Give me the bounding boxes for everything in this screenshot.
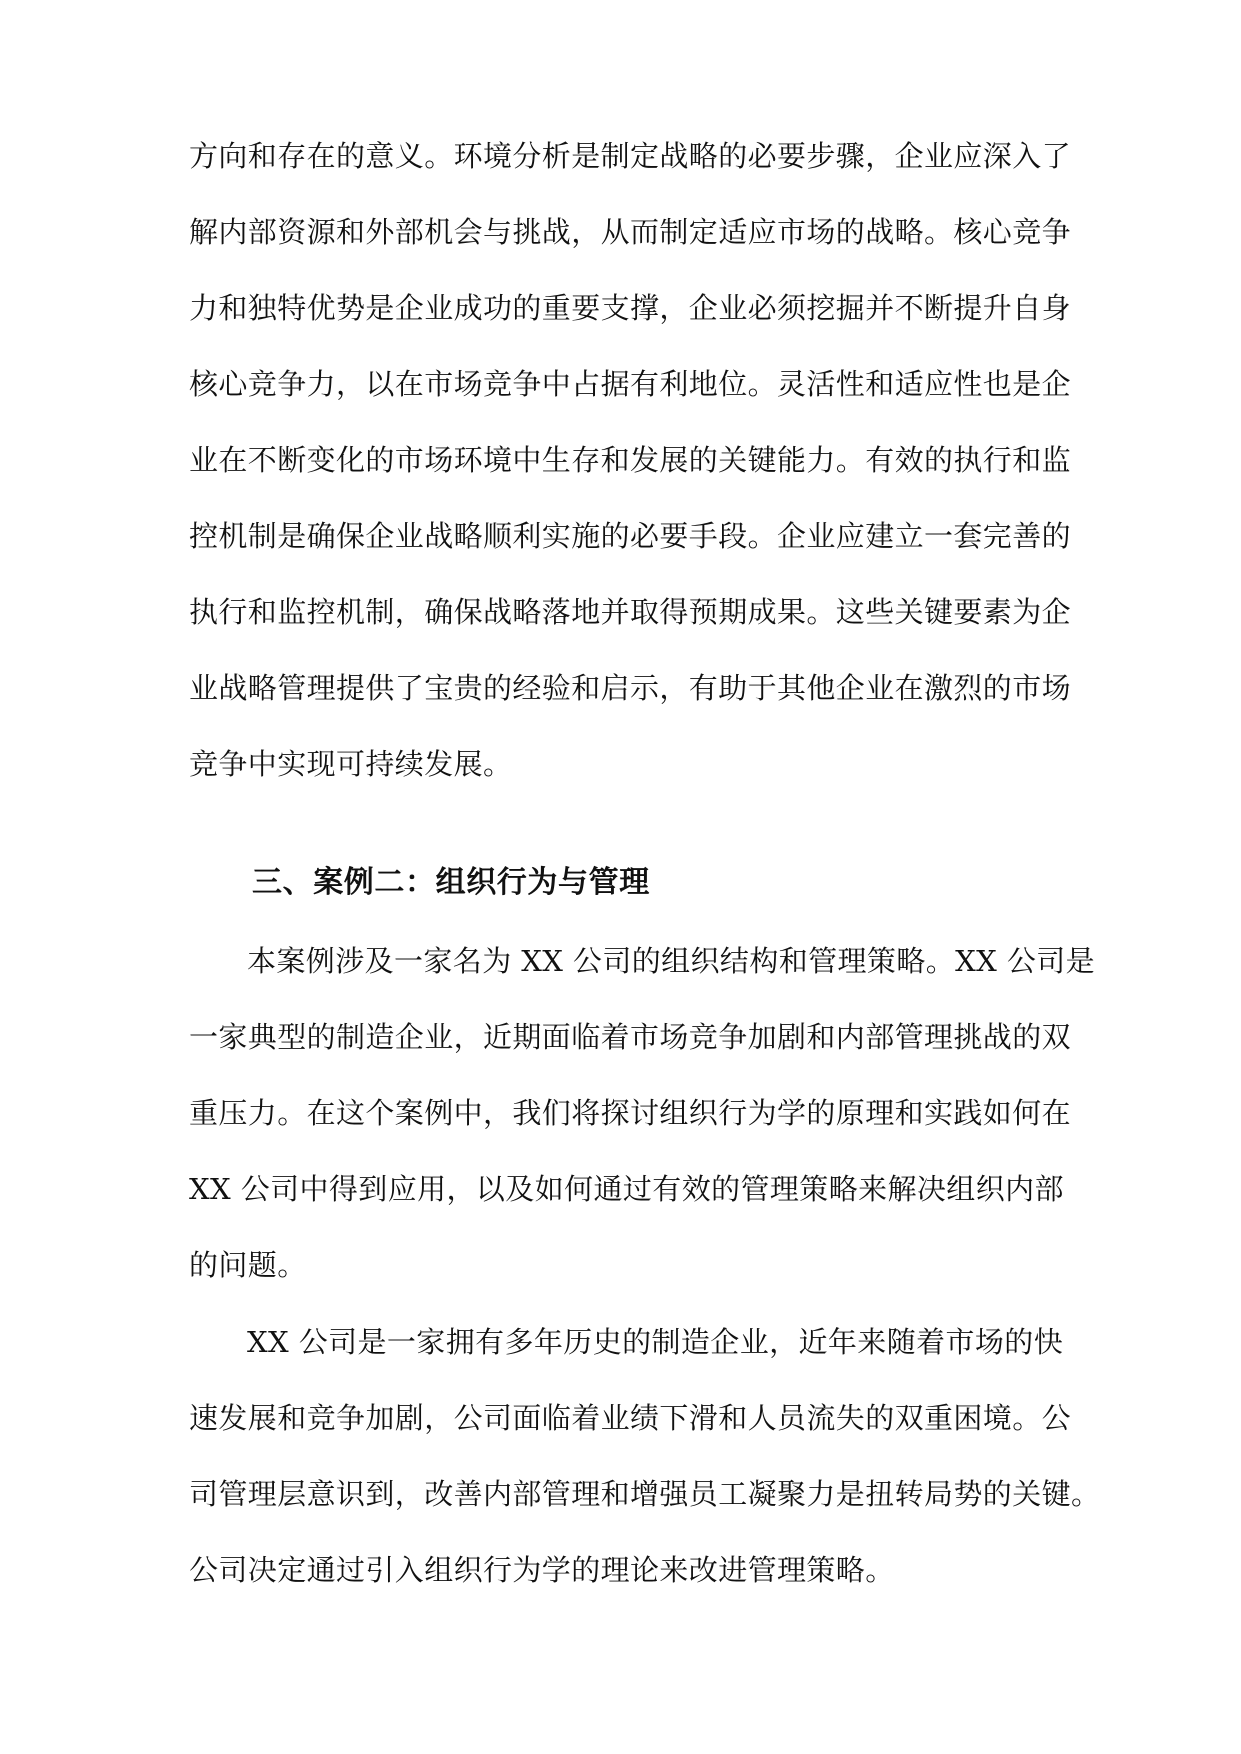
section-heading: 三、案例二：组织行为与管理 bbox=[252, 865, 650, 900]
paragraph-1-line-7: 执行和监控机制，确保战略落地并取得预期成果。这些关键要素为企 bbox=[189, 595, 1072, 629]
paragraph-3-line-4: 公司决定通过引入组织行为学的理论来改进管理策略。 bbox=[189, 1553, 895, 1587]
paragraph-1-line-4: 核心竞争力，以在市场竞争中占据有利地位。灵活性和适应性也是企 bbox=[189, 367, 1072, 401]
paragraph-2-line-2: 一家典型的制造企业，近期面临着市场竞争加剧和内部管理挑战的双 bbox=[189, 1020, 1072, 1054]
paragraph-1-line-3: 力和独特优势是企业成功的重要支撑，企业必须挖掘并不断提升自身 bbox=[189, 291, 1072, 325]
paragraph-3-line-3: 司管理层意识到，改善内部管理和增强员工凝聚力是扭转局势的关键。 bbox=[189, 1477, 1101, 1511]
paragraph-3-line-2: 速发展和竞争加剧，公司面临着业绩下滑和人员流失的双重困境。公 bbox=[189, 1401, 1072, 1435]
paragraph-2-line-1: 本案例涉及一家名为 XX 公司的组织结构和管理策略。XX 公司是 bbox=[247, 944, 1096, 978]
paragraph-1-line-5: 业在不断变化的市场环境中生存和发展的关键能力。有效的执行和监 bbox=[189, 443, 1072, 477]
paragraph-1-line-9: 竞争中实现可持续发展。 bbox=[189, 747, 513, 781]
paragraph-2-line-5: 的问题。 bbox=[189, 1248, 307, 1282]
paragraph-1-line-6: 控机制是确保企业战略顺利实施的必要手段。企业应建立一套完善的 bbox=[189, 519, 1072, 553]
paragraph-2-line-4: XX 公司中得到应用，以及如何通过有效的管理策略来解决组织内部 bbox=[189, 1172, 1064, 1206]
paragraph-2-line-3: 重压力。在这个案例中，我们将探讨组织行为学的原理和实践如何在 bbox=[189, 1096, 1072, 1130]
paragraph-1-line-1: 方向和存在的意义。环境分析是制定战略的必要步骤，企业应深入了 bbox=[189, 139, 1072, 173]
paragraph-1-line-2: 解内部资源和外部机会与挑战，从而制定适应市场的战略。核心竞争 bbox=[189, 215, 1072, 249]
paragraph-1-line-8: 业战略管理提供了宝贵的经验和启示，有助于其他企业在激烈的市场 bbox=[189, 671, 1072, 705]
paragraph-3-line-1: XX 公司是一家拥有多年历史的制造企业，近年来随着市场的快 bbox=[247, 1325, 1064, 1359]
